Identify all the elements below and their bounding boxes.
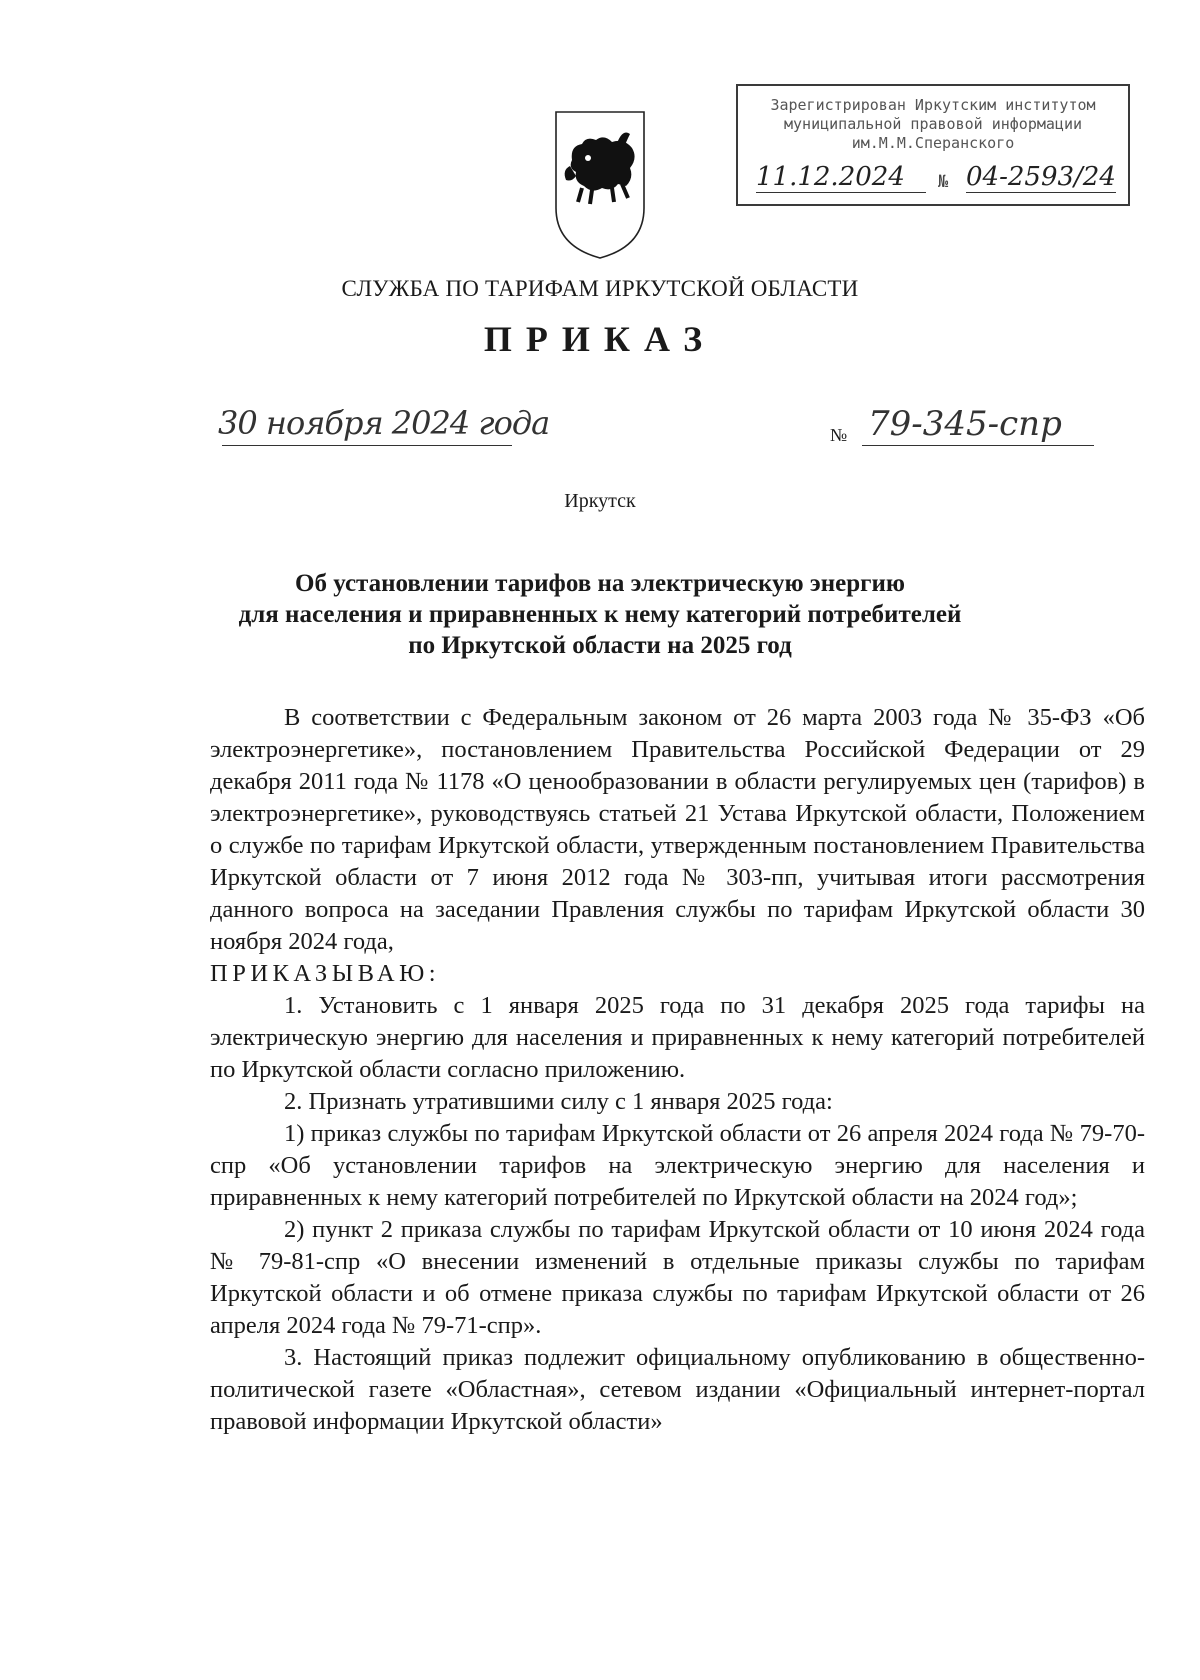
order-item-1: 1. Установить с 1 января 2025 года по 31 декабря 2025 года тарифы на электрическую энергию для населения и приравненных к нему категорий потребителей по Иркутской области согласно приложению. xyxy=(210,992,1145,1083)
stamp-registration-number: 04-2593/24 xyxy=(966,162,1116,192)
decree-word: ПРИКАЗЫВАЮ: xyxy=(210,960,441,987)
order-number-sign: № xyxy=(830,425,848,445)
city: Иркутск xyxy=(564,490,636,512)
stamp-registration-date: 11.12.2024 xyxy=(756,162,926,193)
stamp-institute-name: им.М.М.Сперанского xyxy=(851,134,1015,152)
stamp-registered-by: Зарегистрирован Иркутским институтом xyxy=(770,96,1096,114)
order-number: 79-345-спр xyxy=(868,404,1062,444)
order-item-2-1: 1) приказ службы по тарифам Иркутской области от 26 апреля 2024 года № 79-70-спр «Об установлении тарифов на электрическую энергию для населения и приравненных к нему категорий потребителей по Иркутской области на 2024 год»; xyxy=(210,1120,1145,1211)
order-date-underline xyxy=(222,445,512,446)
order-number-underline xyxy=(862,445,1094,446)
stamp-number-sign: № xyxy=(938,172,949,192)
coat-of-arms-icon xyxy=(552,108,648,260)
preamble-paragraph: В соответствии с Федеральным законом от 26 марта 2003 года № 35-ФЗ «Об электроэнергетике», постановлением Правительства Российской Федерации от 29 декабря 2011 года № 1178 «О ценообразовании в области регулируемых цен (тарифов) в электроэнергетике», руководствуясь статьей 21 Устава Иркутской области, Положением о службе по тарифам Иркутской области, утвержденным постановлением Правительства Иркутской области от 7 июня 2012 года № 303-пп, учитывая итоги рассмотрения данного вопроса на заседании Правления службы по тарифам Иркутской области 30 ноября 2024 года, xyxy=(210,704,1145,955)
agency-name: СЛУЖБА ПО ТАРИФАМ ИРКУТСКОЙ ОБЛАСТИ xyxy=(341,276,859,301)
stamp-institute: муниципальной правовой информации xyxy=(783,115,1082,133)
order-item-2: 2. Признать утратившими силу с 1 января 2025 года: xyxy=(284,1088,833,1115)
order-item-2-2: 2) пункт 2 приказа службы по тарифам Иркутской области от 10 июня 2024 года № 79-81-спр «О внесении изменений в отдельные приказы службы по тарифам Иркутской области и об отмене приказа службы по тарифам Иркутской области от 26 апреля 2024 года № 79-71-спр». xyxy=(210,1216,1145,1339)
subject-line: Об установлении тарифов на электрическую энергию xyxy=(295,570,905,597)
order-date: 30 ноября 2024 года xyxy=(218,404,550,442)
subject-line: по Иркутской области на 2025 год xyxy=(408,632,792,659)
order-body xyxy=(210,702,1145,1438)
registration-stamp xyxy=(736,84,1130,206)
order-subject xyxy=(0,568,1200,661)
document-type-title: ПРИКАЗ xyxy=(483,319,717,359)
order-item-3: 3. Настоящий приказ подлежит официальному опубликованию в общественно-политической газете «Областная», сетевом издании «Официальный интернет-портал правовой информации Иркутской области» xyxy=(210,1344,1145,1435)
subject-line: для населения и приравненных к нему категорий потребителей xyxy=(238,601,962,628)
